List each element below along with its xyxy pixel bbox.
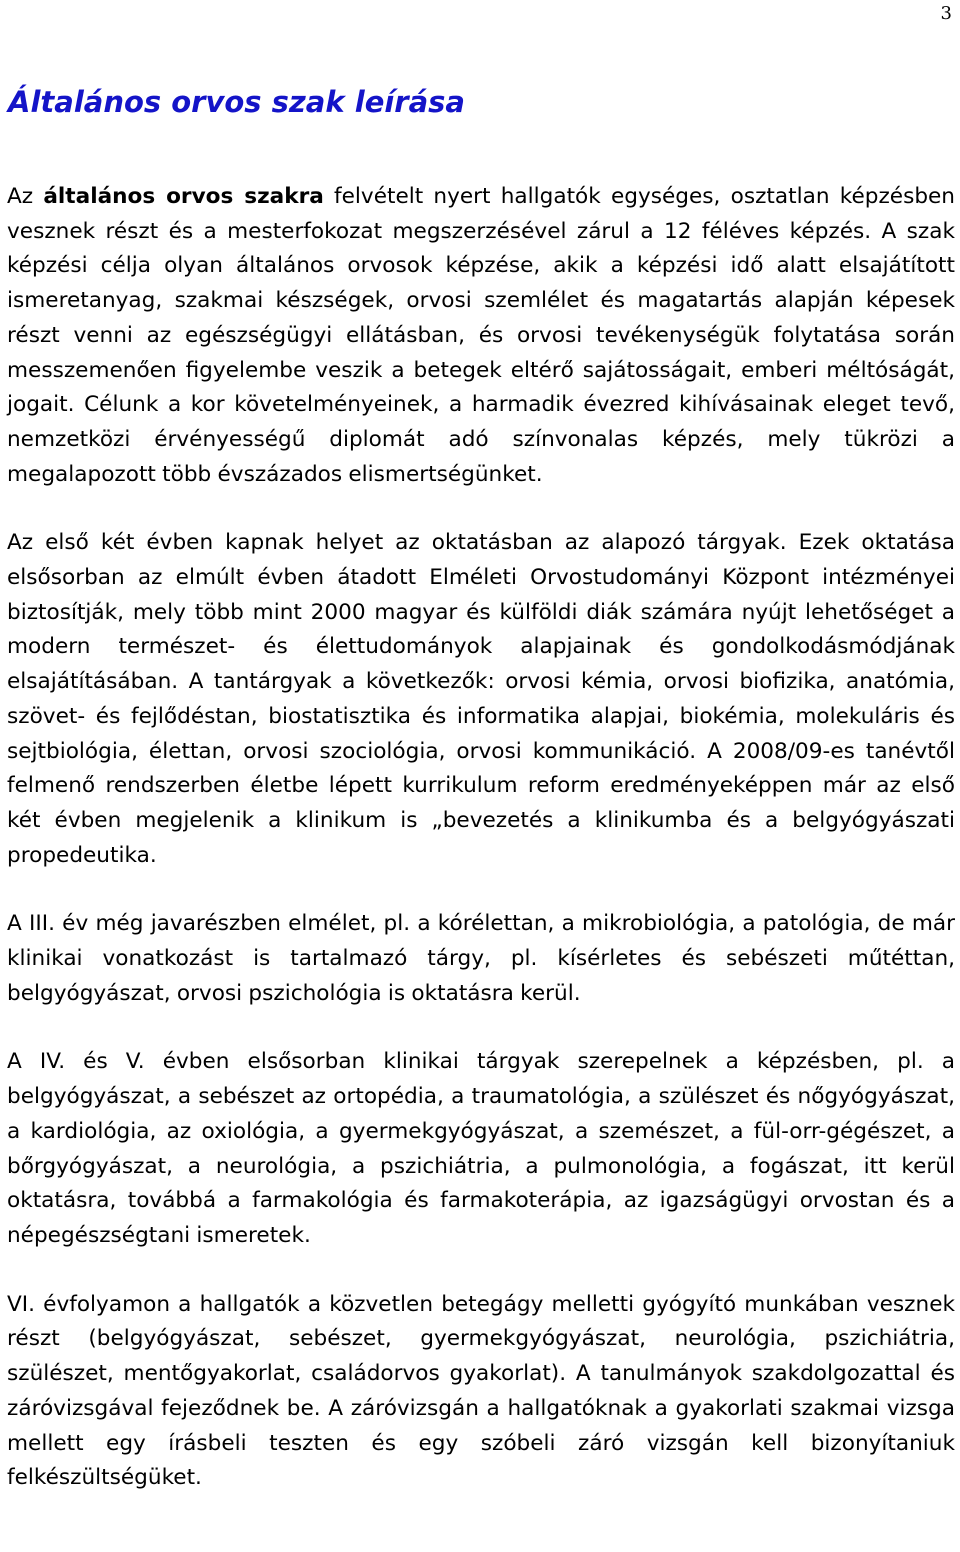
- page-number: 3: [940, 3, 952, 24]
- paragraph-sixth-year: VI. évfolyamon a hallgatók a közvetlen betegágy melletti gyógyító munkában vesznek részt (belgyógyászat, sebészet, gyermekgyógyászat, neurológia, pszichiátria, szülészet, mentőgyakorlat, családorvos gyakorlat). A tanulmányok szakdolgozattal és záróvizsgával fejeződnek be. A záróvizsgán a hallgatóknak a gyakorlati szakmai vizsga mellett egy írásbeli teszten és egy szóbeli záró vizsgán kell bizonyítaniuk felkészültségüket.: [7, 1291, 955, 1491]
- paragraph-first-two-years: Az első két évben kapnak helyet az oktatásban az alapozó tárgyak. Ezek oktatása elsősorban az elmúlt évben átadott Elméleti Orvostudományi Központ intézményei biztosítják, mely több mint 2000 magyar és külföldi diák számára nyújt lehetőséget a modern természet- és élettudományok alapjainak és gondolkodásmódjának elsajátításában. A tantárgyak a következők: orvosi kémia, orvosi biofizika, anatómia, szövet- és fejlődéstan, biostatisztika és informatika alapjai, biokémia, molekuláris és sejtbiológia, élettan, orvosi szociológia, orvosi kommunikáció. A 2008/09-es tanévtől felmenő rendszerben életbe lépett kurrikulum reform eredményeképpen már az első két évben megjelenik a klinikum is „bevezetés a klinikumba és a belgyógyászati propedeutika.: [7, 530, 955, 868]
- paragraph-intro-bold: általános orvos szakra: [43, 184, 324, 209]
- document-body: [7, 180, 955, 1530]
- paragraph-intro-rest: felvételt nyert hallgatók egységes, osztatlan képzésben vesznek részt és a mesterfokozat megszerzésével zárul a 12 féléves képzés. A szak képzési célja olyan általános orvosok képzése, akik a képzési idő alatt elsajátított ismeretanyag, szakmai készségek, orvosi szemlélet és magatartás alapján képesek részt venni az egészségügyi ellátásban, és orvosi tevékenységük folytatása során messzemenően figyelembe veszik a betegek eltérő sajátosságait, emberi méltóságát, jogait. Célunk a kor követelményeinek, a harmadik évezred kihívásainak eleget tevő, nemzetközi érvényességű diplomát adó színvonalas képzés, mely tükrözi a megalapozott több évszázados elismertségünket.: [7, 184, 955, 487]
- paragraph-fourth-fifth-year: A IV. és V. évben elsősorban klinikai tárgyak szerepelnek a képzésben, pl. a belgyógyászat, a sebészet az ortopédia, a traumatológia, a szülészet és nőgyógyászat, a kardiológia, az oxiológia, a gyermekgyógyászat, a szemészet, a fül-orr-gégészet, a bőrgyógyászat, a neurológia, a pszichiátria, a pulmonológia, a fogászat, itt kerül oktatásra, továbbá a farmakológia és farmakoterápia, az igazságügyi orvostan és a népegészségtani ismeretek.: [7, 1049, 955, 1248]
- paragraph-third-year: A III. év még javarészben elmélet, pl. a kórélettan, a mikrobiológia, a patológia, de már klinikai vonatkozást is tartalmazó tárgy, pl. kísérletes és sebészeti műtéttan, belgyógyászat, orvosi pszichológia is oktatásra kerül.: [7, 911, 955, 1006]
- paragraph-intro: [7, 180, 955, 492]
- paragraph-intro-lead: Az: [7, 184, 44, 209]
- page-title: Általános orvos szak leírása: [8, 85, 466, 119]
